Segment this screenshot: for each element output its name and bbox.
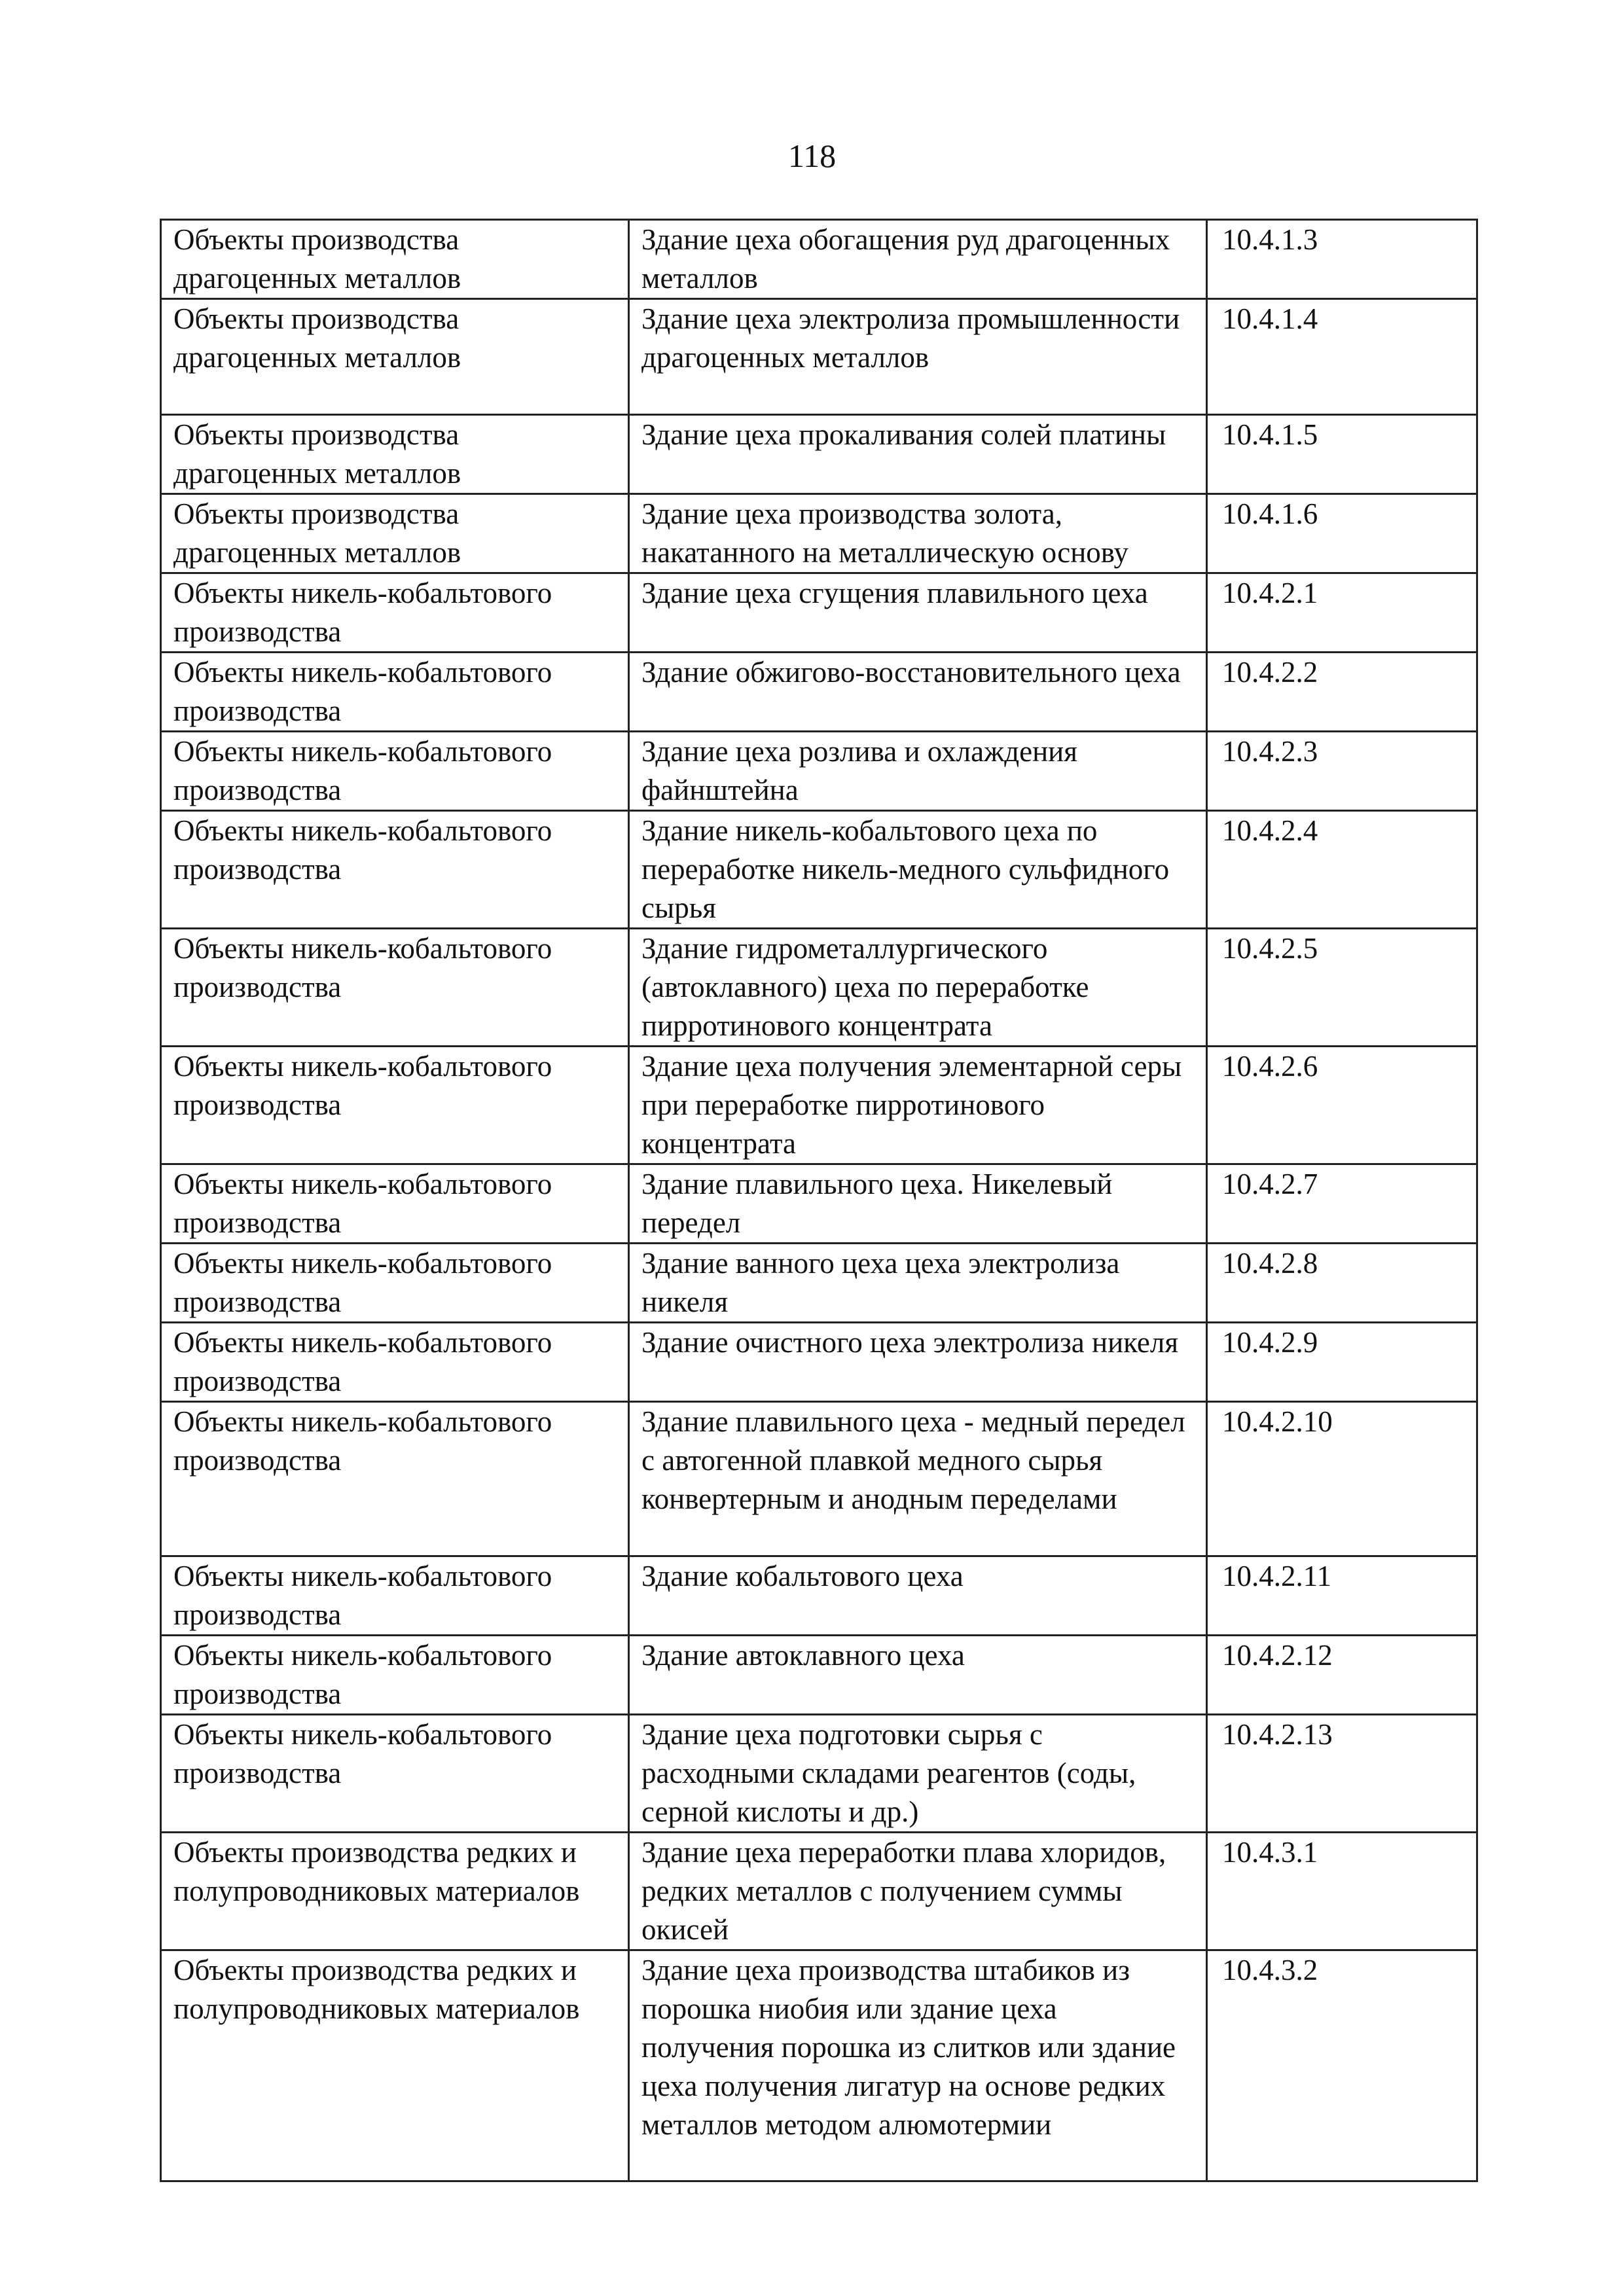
table-row bbox=[161, 299, 1477, 415]
code-cell: 10.4.2.3 bbox=[1207, 732, 1477, 811]
object-cell: Объекты никель-кобальтового производства bbox=[161, 1323, 629, 1402]
building-cell: Здание цеха прокаливания солей платины bbox=[629, 415, 1207, 494]
table-row bbox=[161, 1636, 1477, 1715]
object-cell: Объекты никель-кобальтового производства bbox=[161, 573, 629, 653]
table-row bbox=[161, 1715, 1477, 1833]
object-cell: Объекты никель-кобальтового производства bbox=[161, 1402, 629, 1556]
building-cell: Здание цеха получения элементарной серы при переработке пирротинового концентрата bbox=[629, 1047, 1207, 1164]
table-row bbox=[161, 653, 1477, 732]
code-cell: 10.4.2.9 bbox=[1207, 1323, 1477, 1402]
code-cell: 10.4.2.11 bbox=[1207, 1556, 1477, 1636]
object-cell: Объекты никель-кобальтового производства bbox=[161, 811, 629, 929]
building-cell: Здание цеха электролиза промышленности драгоценных металлов bbox=[629, 299, 1207, 415]
building-cell: Здание цеха розлива и охлаждения файнштейна bbox=[629, 732, 1207, 811]
object-cell: Объекты никель-кобальтового производства bbox=[161, 732, 629, 811]
table-row bbox=[161, 929, 1477, 1047]
code-cell: 10.4.2.10 bbox=[1207, 1402, 1477, 1556]
building-cell: Здание гидрометаллургического (автоклавного) цеха по переработке пирротинового концентрата bbox=[629, 929, 1207, 1047]
object-cell: Объекты никель-кобальтового производства bbox=[161, 929, 629, 1047]
object-cell: Объекты никель-кобальтового производства bbox=[161, 1244, 629, 1323]
table-row bbox=[161, 1833, 1477, 1950]
table-body bbox=[161, 220, 1477, 2181]
code-cell: 10.4.2.5 bbox=[1207, 929, 1477, 1047]
table-row bbox=[161, 1556, 1477, 1636]
building-cell: Здание цеха подготовки сырья с расходными складами реагентов (соды, серной кислоты и др.) bbox=[629, 1715, 1207, 1833]
code-cell: 10.4.2.7 bbox=[1207, 1164, 1477, 1244]
building-cell: Здание плавильного цеха. Никелевый передел bbox=[629, 1164, 1207, 1244]
object-cell: Объекты производства драгоценных металлов bbox=[161, 299, 629, 415]
object-cell: Объекты никель-кобальтового производства bbox=[161, 1164, 629, 1244]
building-cell: Здание никель-кобальтового цеха по переработке никель-медного сульфидного сырья bbox=[629, 811, 1207, 929]
code-cell: 10.4.2.1 bbox=[1207, 573, 1477, 653]
code-cell: 10.4.2.6 bbox=[1207, 1047, 1477, 1164]
building-cell: Здание цеха производства штабиков из порошка ниобия или здание цеха получения порошка из слитков или здание цеха получения лигатур на основе редких металлов методом алюмотермии bbox=[629, 1950, 1207, 2181]
object-cell: Объекты никель-кобальтового производства bbox=[161, 653, 629, 732]
object-cell: Объекты производства драгоценных металлов bbox=[161, 494, 629, 573]
table-row bbox=[161, 811, 1477, 929]
code-cell: 10.4.2.2 bbox=[1207, 653, 1477, 732]
building-cell: Здание обжигово-восстановительного цеха bbox=[629, 653, 1207, 732]
code-cell: 10.4.3.2 bbox=[1207, 1950, 1477, 2181]
table-row bbox=[161, 220, 1477, 299]
table-row bbox=[161, 1164, 1477, 1244]
building-cell: Здание цеха обогащения руд драгоценных металлов bbox=[629, 220, 1207, 299]
building-cell: Здание ванного цеха цеха электролиза никеля bbox=[629, 1244, 1207, 1323]
code-cell: 10.4.3.1 bbox=[1207, 1833, 1477, 1950]
table-row bbox=[161, 415, 1477, 494]
object-cell: Объекты производства драгоценных металлов bbox=[161, 415, 629, 494]
table-row bbox=[161, 1047, 1477, 1164]
building-cell: Здание автоклавного цеха bbox=[629, 1636, 1207, 1715]
building-cell: Здание цеха переработки плава хлоридов, редких металлов с получением суммы окисей bbox=[629, 1833, 1207, 1950]
building-cell: Здание цеха сгущения плавильного цеха bbox=[629, 573, 1207, 653]
building-cell: Здание плавильного цеха - медный передел с автогенной плавкой медного сырья конвертерным и анодным переделами bbox=[629, 1402, 1207, 1556]
code-cell: 10.4.1.4 bbox=[1207, 299, 1477, 415]
code-cell: 10.4.1.5 bbox=[1207, 415, 1477, 494]
code-cell: 10.4.2.12 bbox=[1207, 1636, 1477, 1715]
code-cell: 10.4.1.6 bbox=[1207, 494, 1477, 573]
code-cell: 10.4.2.13 bbox=[1207, 1715, 1477, 1833]
classification-table bbox=[160, 219, 1478, 2182]
building-cell: Здание кобальтового цеха bbox=[629, 1556, 1207, 1636]
table-row bbox=[161, 494, 1477, 573]
table-row bbox=[161, 1244, 1477, 1323]
table-row bbox=[161, 1950, 1477, 2181]
table-row bbox=[161, 1323, 1477, 1402]
code-cell: 10.4.2.4 bbox=[1207, 811, 1477, 929]
code-cell: 10.4.2.8 bbox=[1207, 1244, 1477, 1323]
table-row bbox=[161, 573, 1477, 653]
table-row bbox=[161, 1402, 1477, 1556]
building-cell: Здание очистного цеха электролиза никеля bbox=[629, 1323, 1207, 1402]
building-cell: Здание цеха производства золота, накатанного на металлическую основу bbox=[629, 494, 1207, 573]
object-cell: Объекты производства редких и полупроводниковых материалов bbox=[161, 1833, 629, 1950]
page-number: 118 bbox=[787, 137, 837, 174]
object-cell: Объекты никель-кобальтового производства bbox=[161, 1556, 629, 1636]
table-row bbox=[161, 732, 1477, 811]
code-cell: 10.4.1.3 bbox=[1207, 220, 1477, 299]
object-cell: Объекты никель-кобальтового производства bbox=[161, 1636, 629, 1715]
object-cell: Объекты никель-кобальтового производства bbox=[161, 1715, 629, 1833]
object-cell: Объекты производства драгоценных металлов bbox=[161, 220, 629, 299]
object-cell: Объекты никель-кобальтового производства bbox=[161, 1047, 629, 1164]
object-cell: Объекты производства редких и полупроводниковых материалов bbox=[161, 1950, 629, 2181]
